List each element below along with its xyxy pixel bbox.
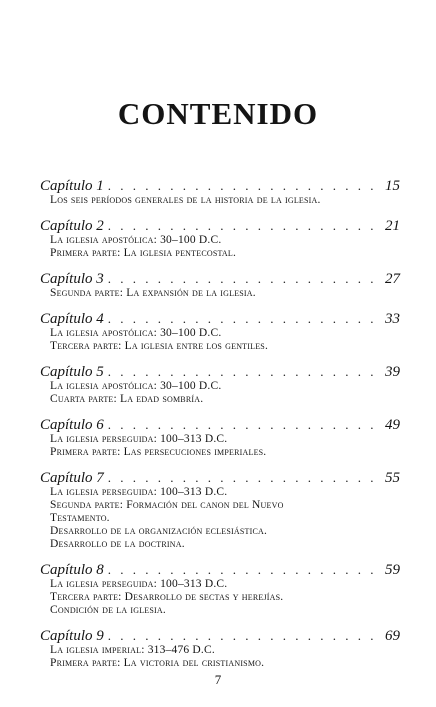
chapter-description: Condición de la iglesia. (50, 604, 166, 616)
chapter-label: Capítulo 9 (40, 628, 104, 644)
toc-entry-1 (40, 178, 400, 207)
dot-leader (108, 417, 381, 433)
chapter-description: Primera parte: La victoria del cristianismo. (50, 657, 265, 669)
page-number: 39 (385, 364, 400, 380)
chapter-description: Los seis períodos generales de la historia de la iglesia. (50, 194, 321, 206)
chapter-description: La iglesia apostólica: 30–100 D.C. (50, 327, 222, 339)
chapter-line (40, 218, 400, 234)
toc-entry-5 (40, 364, 400, 406)
chapter-description: Tercera parte: La iglesia entre los gentiles. (50, 340, 269, 352)
page-number: 59 (385, 562, 400, 578)
dot-leader (108, 311, 381, 327)
chapter-description: La iglesia perseguida: 100–313 D.C. (50, 578, 228, 590)
dot-leader (108, 562, 381, 578)
chapter-label: Capítulo 3 (40, 271, 104, 287)
page-title: CONTENIDO (117, 96, 319, 131)
chapter-description: Desarrollo de la organización eclesiástica. (50, 525, 268, 537)
chapter-description: Testamento. (50, 512, 110, 524)
chapter-label: Capítulo 1 (40, 178, 104, 194)
chapter-description: Tercera parte: Desarrollo de sectas y herejías. (50, 591, 284, 603)
chapter-description: Segunda parte: Formación del canon del Nuevo (50, 499, 284, 511)
page-number: 27 (385, 271, 400, 287)
toc-entry-7 (40, 470, 400, 551)
toc-entry-2 (40, 218, 400, 260)
chapter-line (40, 311, 400, 327)
chapter-description: Primera parte: Las persecuciones imperiales. (50, 446, 267, 458)
chapter-line (40, 178, 400, 194)
chapter-line (40, 364, 400, 380)
chapter-description: La iglesia perseguida: 100–313 D.C. (50, 433, 228, 445)
table-of-contents (40, 178, 400, 681)
toc-entry-8 (40, 562, 400, 617)
toc-entry-3 (40, 271, 400, 300)
chapter-line (40, 470, 400, 486)
chapter-label: Capítulo 4 (40, 311, 104, 327)
toc-entry-4 (40, 311, 400, 353)
chapter-label: Capítulo 8 (40, 562, 104, 578)
dot-leader (108, 628, 381, 644)
dot-leader (108, 364, 381, 380)
toc-entry-9 (40, 628, 400, 670)
chapter-description: La iglesia apostólica: 30–100 D.C. (50, 380, 222, 392)
dot-leader (108, 470, 381, 486)
page-number: 33 (385, 311, 400, 327)
chapter-line (40, 628, 400, 644)
chapter-description: La iglesia imperial: 313–476 D.C. (50, 644, 215, 656)
chapter-description: Cuarta parte: La edad sombría. (50, 393, 204, 405)
chapter-description: Desarrollo de la doctrina. (50, 538, 185, 550)
page-folio: 7 (214, 672, 222, 687)
dot-leader (108, 271, 381, 287)
chapter-label: Capítulo 6 (40, 417, 104, 433)
page-number: 49 (385, 417, 400, 433)
dot-leader (108, 178, 381, 194)
chapter-description: Segunda parte: La expansión de la iglesia. (50, 287, 256, 299)
chapter-line (40, 562, 400, 578)
chapter-description: La iglesia perseguida: 100–313 D.C. (50, 486, 228, 498)
toc-entry-6 (40, 417, 400, 459)
chapter-label: Capítulo 2 (40, 218, 104, 234)
page-number: 69 (385, 628, 400, 644)
page-number: 21 (385, 218, 400, 234)
chapter-line (40, 271, 400, 287)
chapter-description: Primera parte: La iglesia pentecostal. (50, 247, 237, 259)
chapter-description: La iglesia apostólica: 30–100 D.C. (50, 234, 222, 246)
dot-leader (108, 218, 381, 234)
page-number: 55 (385, 470, 400, 486)
page-number: 15 (385, 178, 400, 194)
chapter-line (40, 417, 400, 433)
chapter-label: Capítulo 7 (40, 470, 104, 486)
chapter-label: Capítulo 5 (40, 364, 104, 380)
